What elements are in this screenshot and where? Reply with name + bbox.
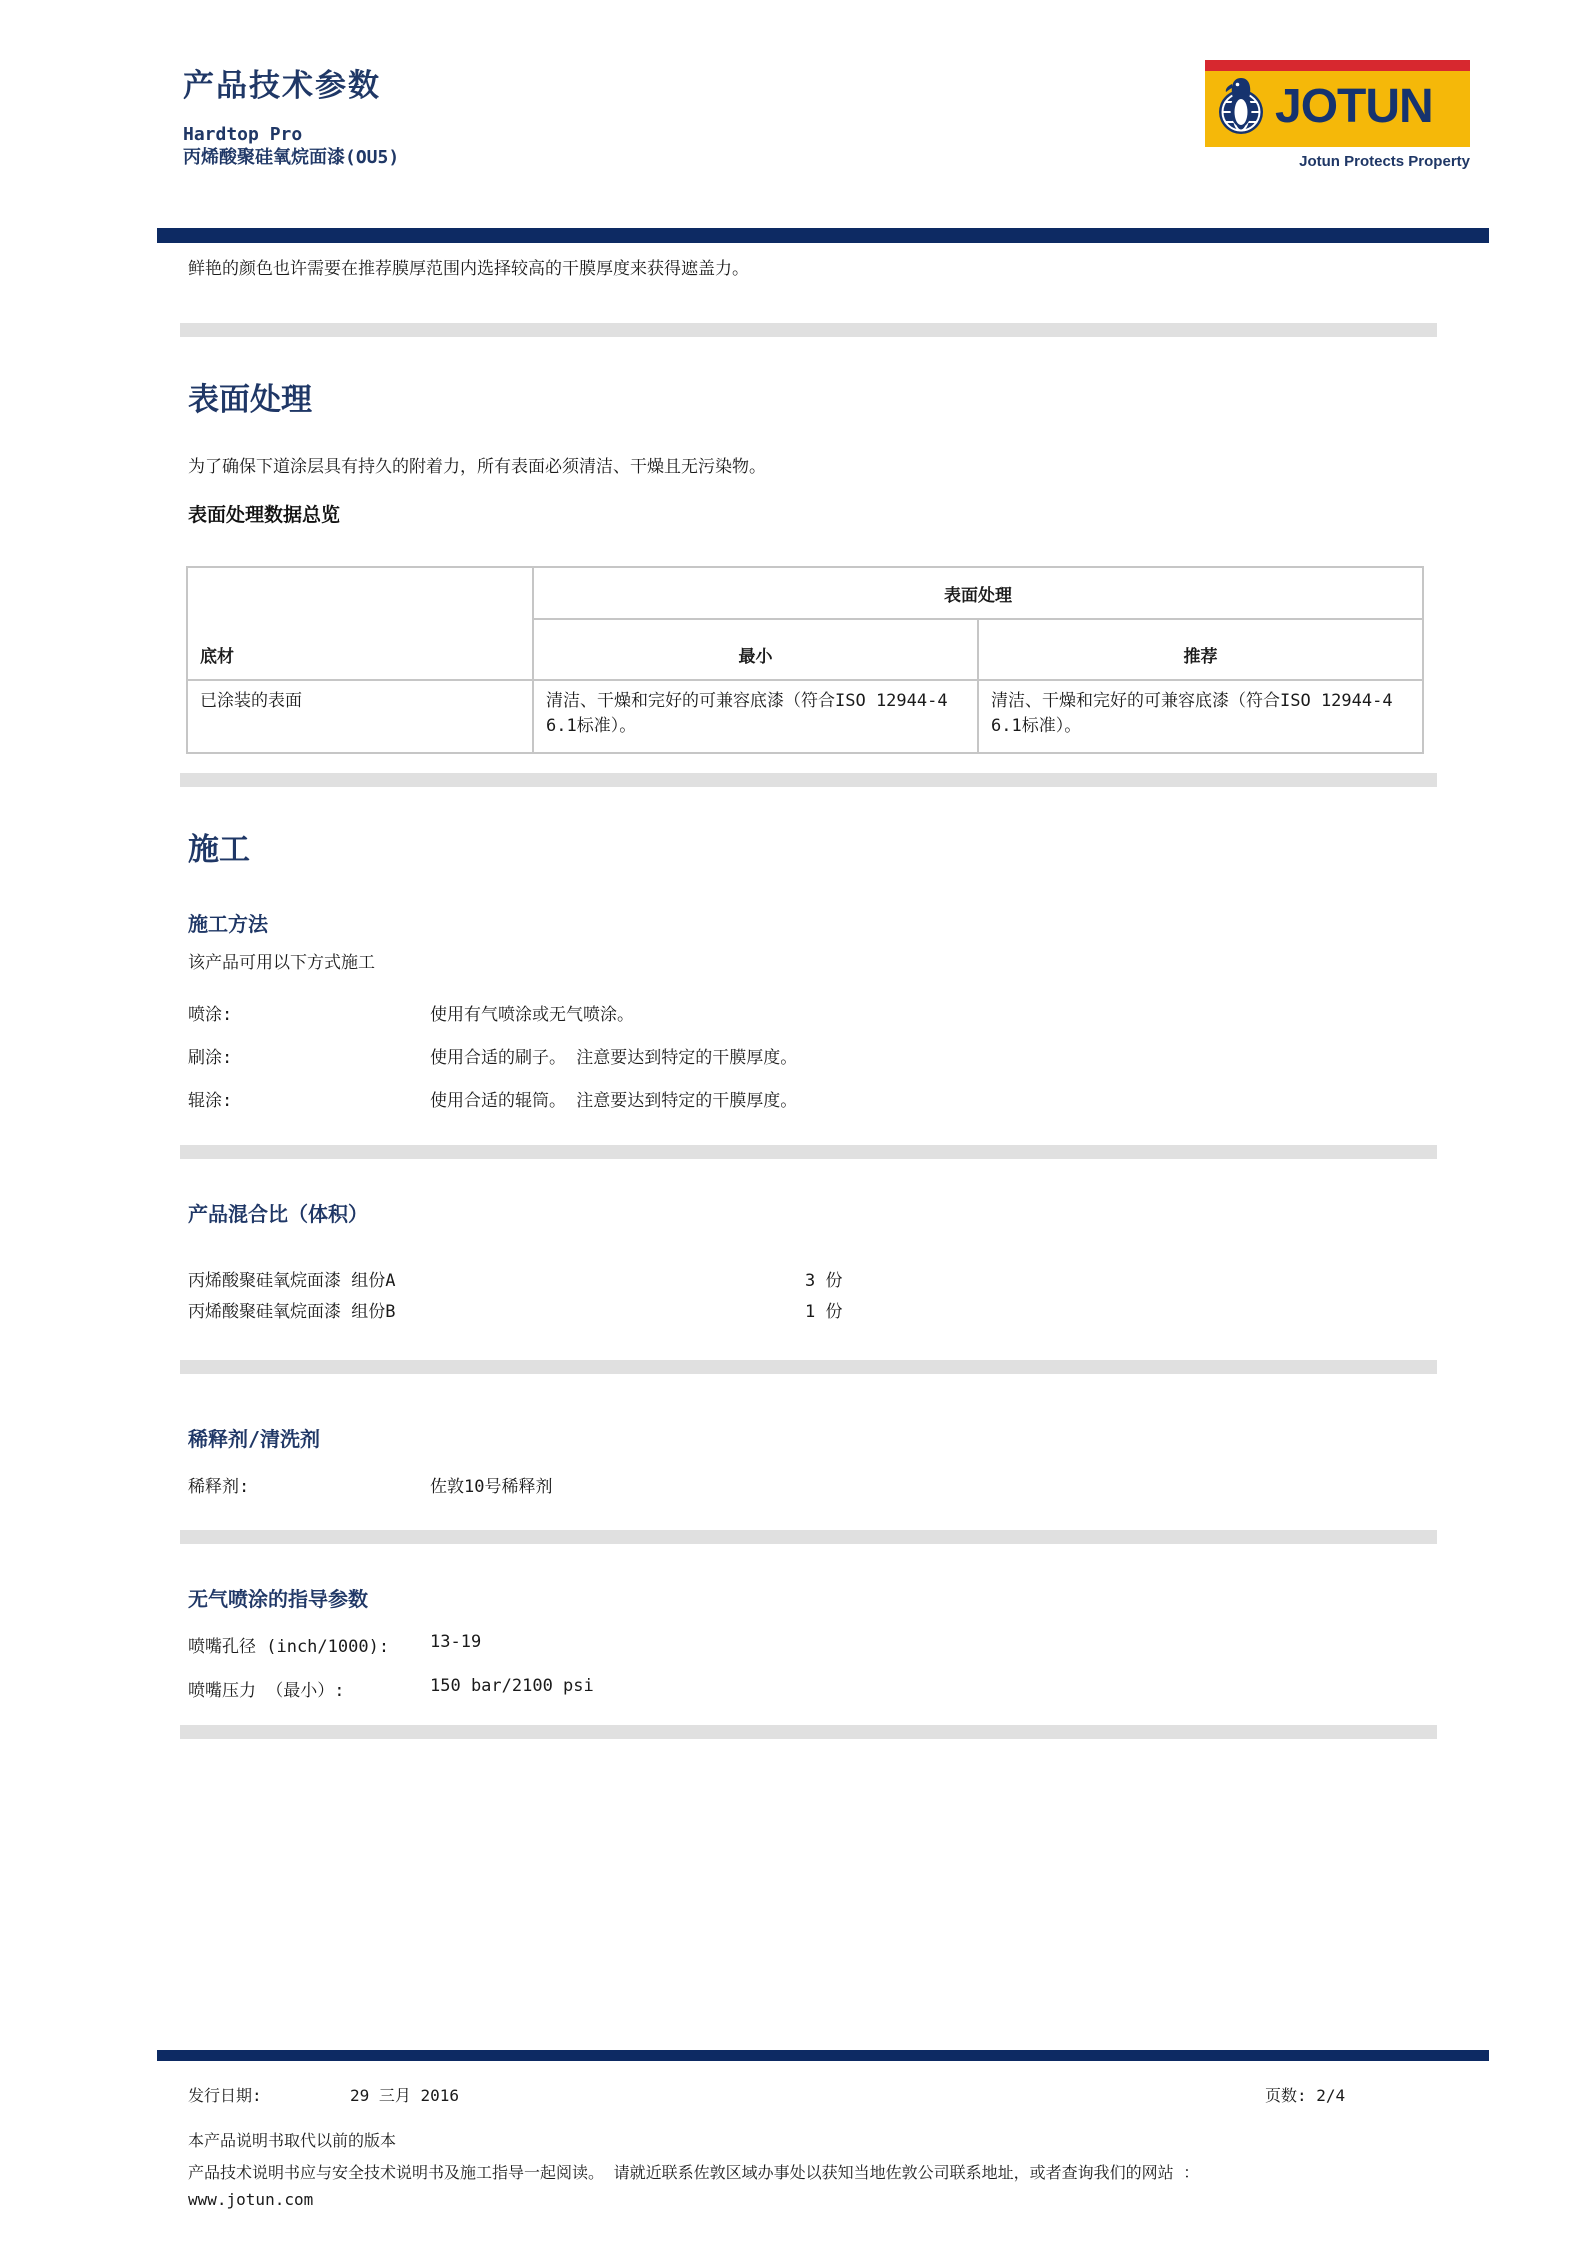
method-value: 使用合适的辊筒。 注意要达到特定的干膜厚度。	[430, 1091, 798, 1111]
airless-label: 喷嘴孔径 (inch/1000):	[188, 1637, 390, 1657]
method-value: 使用合适的刷子。 注意要达到特定的干膜厚度。	[430, 1048, 798, 1068]
section-title-application: 施工	[188, 832, 250, 868]
footer-note-readwith: 产品技术说明书应与安全技术说明书及施工指导一起阅读。 请就近联系佐敦区域办事处以获知当地佐敦公司联系地址，或者查询我们的网站 ：	[188, 2163, 1200, 2182]
col-header-recommended: 推荐	[978, 619, 1423, 680]
jotun-penguin-globe-icon	[1213, 74, 1269, 140]
section-title-surface-prep: 表面处理	[188, 382, 312, 418]
footer-rule	[157, 2050, 1489, 2061]
cell-recommended: 清洁、干燥和完好的可兼容底漆（符合ISO 12944-4 6.1标准）。	[978, 680, 1423, 753]
col-header-substrate: 底材	[187, 567, 533, 680]
mixing-value: 1 份	[805, 1302, 843, 1322]
method-value: 使用有气喷涂或无气喷涂。	[430, 1005, 634, 1025]
divider-bar	[180, 1530, 1437, 1544]
surface-prep-body: 为了确保下道涂层具有持久的附着力，所有表面必须清洁、干燥且无污染物。	[188, 457, 766, 477]
surface-prep-table-title: 表面处理数据总览	[188, 504, 341, 526]
col-header-minimum: 最小	[533, 619, 978, 680]
issue-date-label: 发行日期:	[188, 2086, 262, 2105]
method-label: 刷涂:	[188, 1048, 233, 1068]
jotun-logotype: JOTUN	[1275, 80, 1433, 133]
span-header-surface-prep: 表面处理	[533, 567, 1423, 619]
thinner-value: 佐敦10号稀释剂	[430, 1477, 553, 1497]
product-name	[183, 124, 399, 169]
thinner-title: 稀释剂/清洗剂	[188, 1427, 321, 1451]
doc-type-title: 产品技术参数	[183, 68, 381, 104]
footer-note-supersedes: 本产品说明书取代以前的版本	[188, 2131, 397, 2150]
cell-minimum: 清洁、干燥和完好的可兼容底漆（符合ISO 12944-4 6.1标准）。	[533, 680, 978, 753]
divider-bar	[180, 1725, 1437, 1739]
jotun-logo	[1205, 60, 1470, 147]
thinner-label: 稀释剂:	[188, 1477, 250, 1497]
divider-bar	[180, 323, 1437, 337]
surface-prep-table	[186, 566, 1424, 754]
method-label: 辊涂:	[188, 1091, 233, 1111]
product-subtitle: 丙烯酸聚硅氧烷面漆(OU5)	[183, 146, 400, 168]
footer-website-link[interactable]: www.jotun.com	[188, 2190, 314, 2209]
logo-red-strip	[1205, 60, 1470, 71]
airless-title: 无气喷涂的指导参数	[188, 1587, 368, 1611]
divider-bar	[180, 1145, 1437, 1159]
page-number: 页数: 2/4	[1265, 2086, 1346, 2105]
intro-note: 鲜艳的颜色也许需要在推荐膜厚范围内选择较高的干膜厚度来获得遮盖力。	[188, 259, 749, 279]
mixing-title: 产品混合比（体积）	[188, 1202, 368, 1226]
mixing-label: 丙烯酸聚硅氧烷面漆 组份B	[188, 1302, 396, 1322]
airless-value: 150 bar/2100 psi	[430, 1676, 594, 1696]
table-row	[187, 680, 1423, 753]
airless-value: 13-19	[430, 1632, 482, 1652]
methods-title: 施工方法	[188, 912, 268, 936]
divider-bar	[180, 1360, 1437, 1374]
cell-substrate: 已涂装的表面	[187, 680, 533, 753]
header-rule	[157, 228, 1489, 243]
airless-label: 喷嘴压力 （最小）:	[188, 1681, 345, 1701]
divider-bar	[180, 773, 1437, 787]
method-label: 喷涂:	[188, 1005, 233, 1025]
issue-date-value: 29 三月 2016	[350, 2086, 460, 2105]
mixing-label: 丙烯酸聚硅氧烷面漆 组份A	[188, 1271, 396, 1291]
logo-tagline: Jotun Protects Property	[1299, 153, 1470, 170]
mixing-value: 3 份	[805, 1271, 843, 1291]
methods-intro: 该产品可用以下方式施工	[188, 953, 375, 973]
product-name-line: Hardtop Pro	[183, 124, 303, 145]
